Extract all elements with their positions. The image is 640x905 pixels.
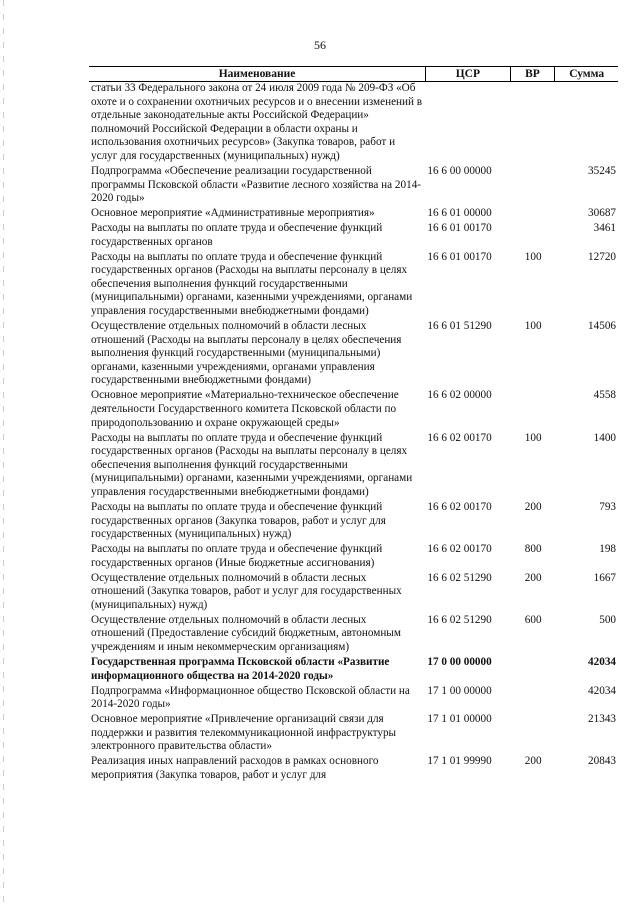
row-name: статьи 33 Федерального закона от 24 июля 2009 года № 209-ФЗ «Об охоте и о сохранении охотничьих ресурсов и о внесении изменений в отдельные законодательные акты Российской Федерации» полномочий Российской Федерации в области охраны и использования охотничьих ресурсов» (Закупка товаров, работ и услуг для государственных (муниципальных) нужд) [91, 82, 423, 162]
row-name: Подпрограмма «Обеспечение реализации государственной программы Псковской области «Развитие лесного хозяйства на 2014-2020 годы» [91, 164, 422, 205]
row-name: Государственная программа Псковской области «Развитие информационного общества на 2014-2020 годы» [91, 656, 390, 682]
table-row [89, 389, 618, 431]
header-csr: ЦСР [426, 67, 511, 81]
row-csr: 17 1 00 00000 [427, 684, 492, 697]
row-vr [511, 656, 555, 683]
row-vr [511, 165, 555, 206]
row-csr [426, 82, 511, 164]
header-sum: Сумма [569, 68, 605, 80]
row-sum: 1667 [593, 571, 617, 584]
row-name: Основное мероприятие «Административные мероприятия» [91, 207, 375, 220]
table-row [89, 165, 618, 207]
row-sum: 14506 [588, 320, 617, 333]
page-number: 56 [314, 38, 326, 52]
table-row [89, 251, 618, 320]
row-name: Основное мероприятие «Материально-техническое обеспечение деятельности Государственного комитета Псковской области по природопользованию и охране окружающей среды» [91, 389, 399, 429]
row-vr: 100 [524, 431, 542, 444]
table-row [89, 572, 618, 614]
row-name: Осуществление отдельных полномочий в области лесных отношений (Предоставление субсидий бюджетным, автономным учреждениям и иным некоммерческим организациям) [91, 613, 401, 654]
row-name: Подпрограмма «Информационное общество Псковской области на 2014-2020 годы» [91, 684, 410, 711]
row-csr: 16 6 02 00170 [427, 543, 492, 556]
table-header [89, 66, 618, 82]
row-sum: 35245 [588, 164, 617, 177]
row-sum: 198 [599, 543, 617, 556]
table-row [89, 501, 618, 543]
header-vr: ВР [511, 67, 556, 81]
row-csr: 16 6 01 00170 [427, 222, 492, 235]
row-vr [511, 389, 555, 430]
row-vr [511, 222, 555, 249]
row-name: Расходы на выплаты по оплате труда и обеспечение функций государственных органов (Закупка товаров, работ и услуг для государственных (муниципальных) нужд) [91, 500, 386, 541]
table-row [89, 320, 618, 389]
row-csr: 16 6 02 00170 [427, 500, 492, 513]
row-vr [511, 685, 555, 712]
row-csr: 16 6 02 00000 [427, 389, 492, 402]
row-csr: 16 6 00 00000 [427, 164, 492, 177]
row-vr [511, 82, 555, 164]
row-name: Расходы на выплаты по оплате труда и обеспечение функций государственных органов (Иные бюджетные ассигнования) [91, 543, 383, 569]
row-sum: 3461 [593, 222, 617, 235]
row-sum: 42034 [588, 684, 617, 697]
row-vr: 200 [524, 571, 542, 584]
header-name: Наименование [89, 67, 426, 81]
table-row [89, 656, 618, 685]
budget-table [89, 66, 618, 784]
row-sum: 1400 [593, 431, 617, 444]
row-csr: 16 6 01 51290 [427, 320, 492, 333]
row-sum: 500 [599, 613, 617, 626]
row-sum: 4558 [593, 389, 617, 402]
row-name: Расходы на выплаты по оплате труда и обеспечение функций государственных органов [91, 222, 383, 248]
table-row [89, 713, 618, 755]
row-vr: 200 [524, 500, 542, 513]
row-vr [511, 713, 555, 754]
table-row [89, 222, 618, 251]
table-row [89, 207, 618, 222]
table-row [89, 614, 618, 656]
table-row [89, 432, 618, 501]
row-sum: 793 [599, 500, 617, 513]
row-csr: 17 1 01 99990 [427, 755, 492, 768]
row-csr: 17 0 00 00000 [427, 656, 492, 669]
row-sum: 12720 [588, 250, 617, 263]
row-name: Расходы на выплаты по оплате труда и обеспечение функций государственных органов (Расходы на выплаты персоналу в целях обеспечения выполнения функций государственными (муниципальными) органами, казенными учреждениями, органами управления государственными внебюджетными фондами) [91, 250, 413, 318]
row-vr: 100 [524, 320, 542, 333]
table-row [89, 685, 618, 714]
row-csr: 16 6 01 00170 [427, 250, 492, 263]
row-name: Осуществление отдельных полномочий в области лесных отношений (Закупка товаров, работ и услуг для государственных (муниципальных) нужд) [91, 571, 402, 611]
row-name: Расходы на выплаты по оплате труда и обеспечение функций государственных органов (Расходы на выплаты персоналу в целях обеспечения выполнения функций государственными (муниципальными) органами, казенными учреждениями, органами управления государственными внебюджетными фондами) [91, 431, 413, 498]
row-vr: 200 [524, 755, 542, 768]
row-name: Осуществление отдельных полномочий в области лесных отношений (Расходы на выплаты персоналу в целях обеспечения выполнения функций государственными (муниципальными) органами, казенными учреждениями, органами управления государственными внебюджетными фондами) [91, 320, 402, 387]
row-vr: 800 [524, 543, 542, 556]
table-row [89, 82, 618, 165]
table-body [89, 82, 618, 784]
row-name: Основное мероприятие «Привлечение организаций связи для поддержки и развития телекоммуникационной инфраструктуры электронного правительства области» [91, 713, 397, 753]
row-sum: 30687 [588, 207, 617, 220]
row-csr: 17 1 01 00000 [427, 713, 492, 726]
row-name: Реализация иных направлений расходов в рамках основного мероприятия (Закупка товаров, работ и услуг для [91, 755, 379, 781]
row-sum: 21343 [588, 713, 617, 726]
scan-edge [3, 0, 4, 905]
row-sum: 20843 [588, 755, 617, 768]
row-vr: 600 [524, 613, 542, 626]
row-sum [555, 82, 618, 164]
table-row [89, 543, 618, 572]
row-sum: 42034 [588, 656, 617, 669]
table-row [89, 755, 618, 784]
row-csr: 16 6 02 51290 [427, 571, 492, 584]
row-csr: 16 6 02 00170 [427, 431, 492, 444]
row-csr: 16 6 01 00000 [427, 207, 492, 220]
row-vr [511, 207, 555, 221]
row-csr: 16 6 02 51290 [427, 613, 492, 626]
row-vr: 100 [524, 250, 542, 263]
